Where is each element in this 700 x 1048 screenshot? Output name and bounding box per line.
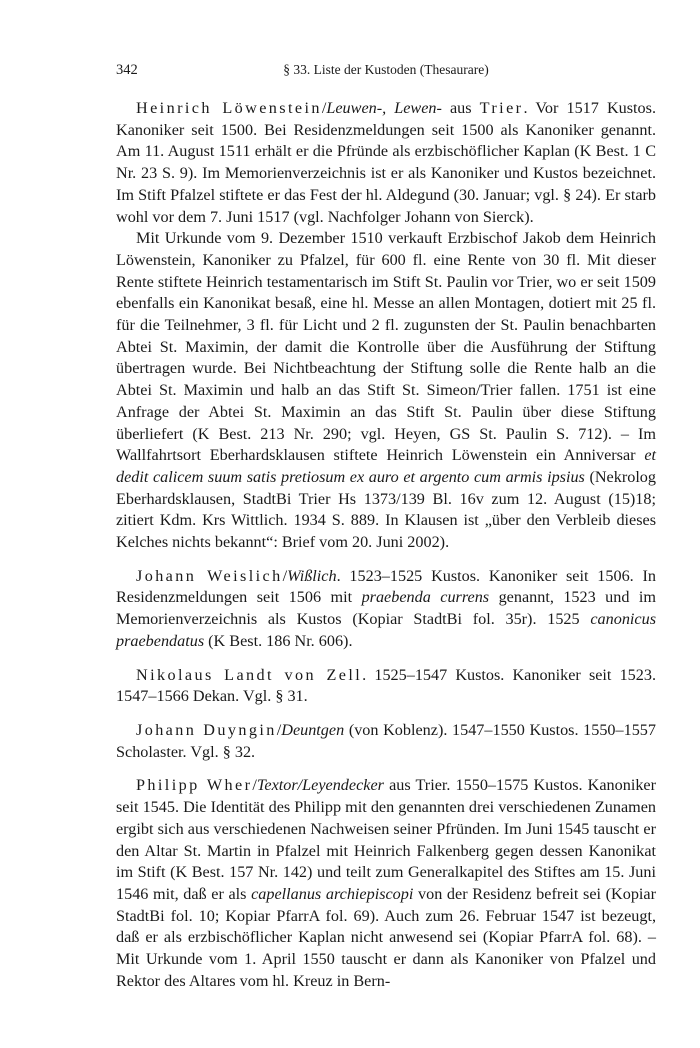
body-text: (von Koblenz). 1547–1550 Kustos. 1550–1557 Scholaster. Vgl. § 32. [116, 720, 656, 761]
running-title: § 33. Liste der Kustoden (Thesaurare) [283, 62, 489, 77]
entry-paragraph [116, 98, 656, 228]
italic-text: Deuntgen [281, 720, 345, 739]
running-header [116, 62, 656, 82]
entry-continuation-paragraph [116, 228, 656, 554]
body-text: (K Best. 186 Nr. 606). [204, 631, 353, 650]
italic-text: Wißlich [287, 566, 337, 585]
entry-paragraph [116, 665, 656, 708]
italic-text: et dedit calicem suum satis pretiosum ex auro et argento cum armis ipsius [116, 446, 656, 486]
person-name: Trier [479, 99, 524, 117]
book-page [116, 62, 656, 992]
person-name: Nikolaus Landt von Zell [136, 665, 363, 684]
italic-text: Leuwen-, Lewen- [326, 99, 442, 117]
body-text: / [321, 99, 327, 117]
body-text: genannt, 1523 und im Memorienverzeichnis als Kustos (Kopiar StadtBi fol. 35r). 1525 [116, 588, 657, 629]
entry-paragraph [116, 775, 656, 992]
person-name: Johann Duyngin [136, 720, 277, 739]
entry-paragraph [116, 566, 656, 653]
body-text: . Vor 1517 Kustos. Kanoniker seit 1500. Bei Residenzmeldungen seit 1500 als Kanoniker genannt. Am 11. August 1511 erhält er die Pfründe als erzbischöflicher Kaplan (K Best. 1 C Nr. 23 S. 9). Im Memorienverzeichnis ist er als Kanoniker und Kustos bezeichnet. Im Stift Pfalzel stiftete er das Fest der hl. Aldegund (30. Januar; vgl. § 24). Er starb wohl vor dem 7. Juni 1517 (vgl. Nachfolger Johann von Sierck). [116, 99, 656, 226]
body-text: aus Trier. 1550–1575 Kustos. Kanoniker seit 1545. Die Identität des Philipp mit den genannten drei verschiedenen Zunamen ergibt sich aus verschiedenen Nachweisen seiner Pfründen. Im Juni 1545 tauscht er den Altar St. Martin in Pfalzel mit Heinrich Falkenberg gegen dessen Kanonikat im Stift (K Best. 157 Nr. 142) und teilt zum Generalkapitel des Stiftes am 15. Juni 1546 mit, daß er als [116, 776, 656, 903]
page-number: 342 [116, 62, 138, 78]
italic-text: canonicus praebendatus [116, 610, 656, 650]
person-name: Heinrich Löwenstein [136, 99, 322, 117]
entry-list [116, 98, 656, 992]
person-name: Johann Weislich [136, 566, 283, 585]
person-name: Philipp Wher [136, 776, 253, 795]
body-text: . 1525–1547 Kustos. Kanoniker seit 1523. 1547–1566 Dekan. Vgl. § 31. [116, 665, 656, 706]
italic-text: capellanus archiepiscopi [251, 884, 414, 903]
body-text: Mit Urkunde vom 9. Dezember 1510 verkauft Erzbischof Jakob dem Heinrich Löwenstein, Kanoniker zu Pfalzel, für 600 fl. eine Rente von 30 fl. Mit dieser Rente stiftete Heinrich testamentarisch im Stift St. Paulin vor Trier, wo er seit 1509 ebenfalls ein Kanonikat besaß, eine hl. Messe an allen Montagen, dotiert mit 25 fl. für die Teilnehmer, 3 fl. für Licht und 2 fl. zugunsten der St. Paulin benachbarten Abtei St. Maximin, der damit die Kontrolle über die Ausführung der Stiftung übertragen wurde. Bei Nichtbeachtung der Stiftung solle die Rente halb an die Abtei St. Maximin und halb an das Stift St. Simeon/Trier fallen. 1751 ist eine Anfrage der Abtei St. Maximin an das Stift St. Paulin über diese Stiftung überliefert (K Best. 213 Nr. 290; vgl. Heyen, GS St. Paulin S. 712). – Im Wallfahrtsort Eberhardsklausen stiftete Heinrich Löwenstein ein Anniversar [116, 229, 656, 465]
body-text: (Nekrolog Eberhardsklausen, StadtBi Trier Hs 1373/139 Bl. 16v zum 12. August (15)18; zitiert Kdm. Krs Wittlich. 1934 S. 889. In Klausen ist „über den Verbleib dieses Kelches nichts bekannt“: Brief vom 20. Juni 2002). [116, 467, 656, 552]
italic-text: praebenda currens [361, 588, 490, 607]
body-text: aus [441, 99, 480, 117]
body-text: . 1523–1525 Kustos. Kanoniker seit 1506. In Residenzmeldungen seit 1506 mit [116, 566, 656, 607]
body-text: / [252, 776, 257, 795]
body-text: / [276, 720, 282, 739]
body-text: von der Residenz befreit sei (Kopiar StadtBi fol. 10; Kopiar PfarrA fol. 69). Auch zum 26. Februar 1547 ist bezeugt, daß er als erzbischöflicher Kaplan nicht anwesend sei (Kopiar PfarrA fol. 68). – Mit Urkunde vom 1. April 1550 tauscht er dann als Kanoniker von Pfalzel und Rektor des Altares vom hl. Kreuz in Bern- [116, 884, 656, 990]
italic-text: Textor/Leyendecker [256, 776, 384, 795]
entry-paragraph [116, 720, 656, 763]
body-text: / [282, 566, 288, 585]
